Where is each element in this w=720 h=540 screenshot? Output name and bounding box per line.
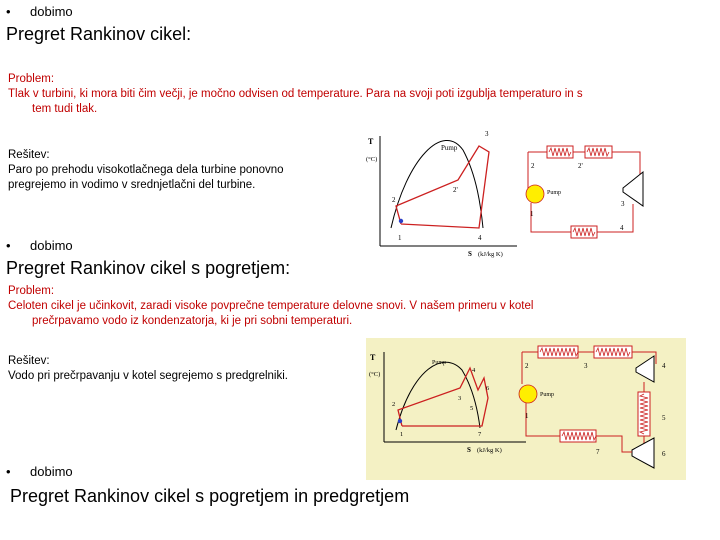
- circuit-1-label-2: 2: [531, 162, 535, 170]
- regenerative-cycle-diagram: [366, 338, 686, 480]
- circuit-wire-top: [528, 152, 640, 180]
- problem-label: Problem:: [8, 285, 55, 297]
- problem-text-line2: prečrpavamo vodo iz kondenzatorja, ki je pri sobni temperaturi.: [32, 315, 353, 327]
- solution-label: Rešitev:: [8, 355, 50, 367]
- ts2-point-7: 7: [478, 431, 482, 438]
- reheat-cycle-diagram: [355, 128, 665, 260]
- boiler-heater-2: [538, 346, 578, 358]
- pump-point-dot: [399, 219, 403, 223]
- ts-point-2p: 2': [453, 186, 458, 194]
- heading-pregret-rankinov-pogretjem: Pregret Rankinov cikel s pogretjem:: [6, 258, 291, 278]
- solution-text-line2: pregrejemo in vodimo v srednjetlačni del turbine.: [8, 179, 256, 191]
- pump-circle-1: [526, 185, 544, 203]
- solution-block-2: [8, 354, 358, 384]
- circuit2-label-1: 1: [525, 412, 529, 420]
- circuit-1-label-4: 4: [620, 224, 624, 232]
- bullet-glyph: •: [6, 464, 11, 479]
- bullet-glyph: •: [6, 238, 11, 253]
- circuit2-label-5: 5: [662, 414, 666, 422]
- cycle-path: [396, 146, 489, 228]
- ts-t-label: T: [368, 137, 374, 146]
- bullet-item-3: [6, 464, 73, 479]
- bullet-text: dobimo: [30, 238, 73, 253]
- ts2-point-1: 1: [400, 431, 404, 438]
- ts-point-2: 2: [392, 196, 396, 204]
- ts-point-1: 1: [398, 234, 402, 242]
- solution-block-1: [8, 148, 353, 193]
- problem-block-1: [8, 72, 716, 117]
- solution-text-line1: Vodo pri prečrpavanju v kotel segrejemo s predgrelniki.: [8, 370, 288, 382]
- circuit2-pump-label: Pump: [540, 392, 555, 398]
- ts2-t-unit: (°C): [369, 371, 381, 378]
- ts2-point-2: 2: [392, 401, 396, 408]
- ts-s-unit: (kJ/kg K): [478, 251, 503, 258]
- circuit2-label-2: 2: [525, 362, 529, 370]
- bullet-text: dobimo: [30, 4, 73, 19]
- heading-pregret-rankinov-pogretjem-predgretjem: Pregret Rankinov cikel s pogretjem in predgretjem: [10, 486, 410, 506]
- ts-t-unit: (°C): [366, 156, 378, 163]
- problem-text-line2: tem tudi tlak.: [32, 103, 98, 115]
- circuit2-label-6: 6: [662, 450, 666, 458]
- ts2-t-label: T: [370, 353, 376, 362]
- problem-text-line1: Tlak v turbini, ki mora biti čim večji, je močno odvisen od temperature. Para na svoji poti izgublja temperaturo in s: [8, 88, 583, 100]
- ts2-point-6: 6: [486, 385, 490, 392]
- ts-point-4: 4: [478, 234, 482, 242]
- solution-label: Rešitev:: [8, 149, 50, 161]
- bullet-text: dobimo: [30, 464, 73, 479]
- circuit-pump-label: Pump: [547, 190, 562, 196]
- ts2-point-4: 4: [472, 367, 476, 374]
- circuit2-label-4: 4: [662, 362, 666, 370]
- heading-pregret-rankinov: Pregret Rankinov cikel:: [6, 24, 192, 44]
- turbine-1: [623, 172, 643, 206]
- ts-s-label: S: [468, 250, 472, 258]
- ts-point-3: 3: [485, 130, 489, 138]
- saturation-dome: [391, 140, 483, 228]
- ts2-pump-label: Pump: [432, 360, 447, 366]
- ts2-point-3: 3: [458, 395, 462, 402]
- circuit2-label-3: 3: [584, 362, 588, 370]
- pump-point-dot-2: [398, 419, 402, 423]
- ts2-point-5: 5: [470, 405, 474, 412]
- ts2-s-unit: (kJ/kg K): [477, 447, 502, 454]
- ts2-s-label: S: [467, 446, 471, 454]
- circuit-1-label-3: 3: [621, 200, 625, 208]
- circuit2-label-7: 7: [596, 448, 600, 456]
- circuit-1-label-1: 1: [530, 210, 534, 218]
- problem-text-line1: Celoten cikel je učinkovit, zaradi visoke povprečne temperature delovne snovi. V našem primeru v kotel: [8, 300, 534, 312]
- circuit-1-label-2p: 2': [578, 162, 583, 170]
- solution-text-line1: Paro po prehodu visokotlačnega dela turbine ponovno: [8, 164, 284, 176]
- bullet-item-2: [6, 238, 73, 253]
- bullet-glyph: •: [6, 4, 11, 19]
- problem-label: Problem:: [8, 73, 55, 85]
- ts-pump-label: Pump: [441, 144, 458, 152]
- bullet-item-1: [6, 4, 73, 19]
- pump-circle-2: [519, 385, 537, 403]
- problem-block-2: [8, 284, 716, 329]
